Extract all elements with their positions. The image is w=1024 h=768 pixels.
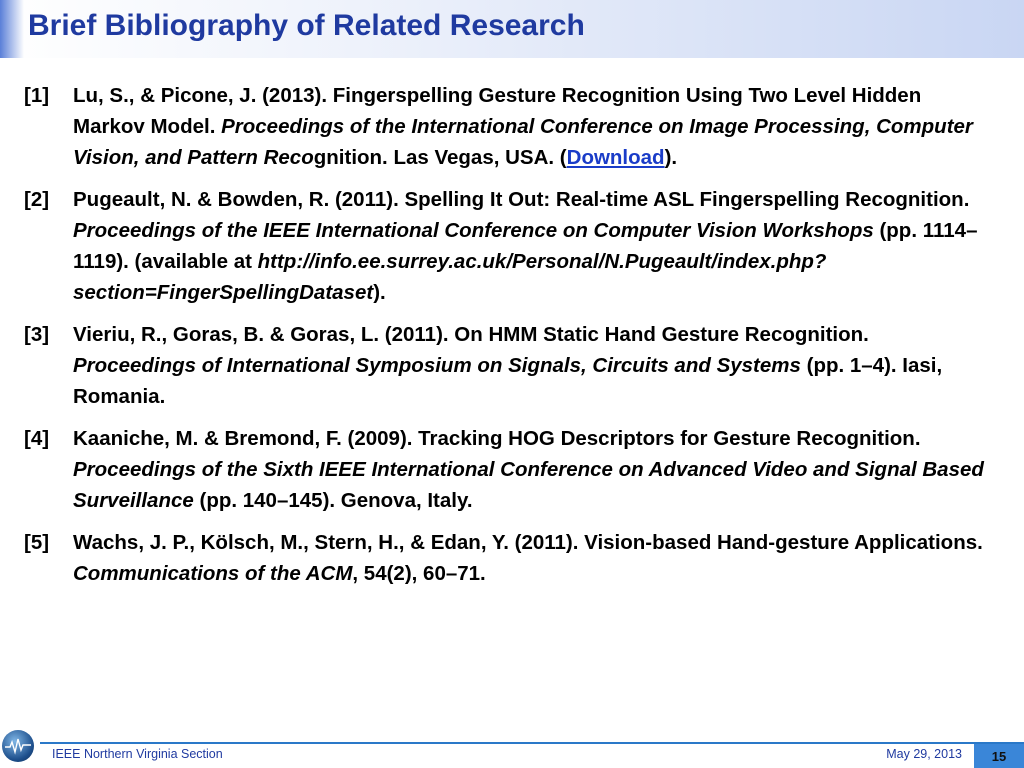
reference-text-plain: Pugeault, N. & Bowden, R. (2011). Spelling It Out: Real-time ASL Fingerspelling Recognition. [73,188,970,211]
download-link[interactable]: Download [566,146,665,169]
reference-text [73,80,994,173]
reference-list [24,80,994,600]
reference-item-2 [24,184,994,308]
footer-date: May 29, 2013 [886,747,962,761]
reference-text-plain: (pp. 1–4). Iasi, Romania. [73,354,943,408]
reference-text-plain: Vieriu, R., Goras, B. & Goras, L. (2011). On HMM Static Hand Gesture Recognition. [73,323,869,346]
reference-text-plain: Kaaniche, M. & Bremond, F. (2009). Tracking HOG Descriptors for Gesture Recognition. [73,427,921,450]
reference-text [73,319,994,412]
reference-venue: Proceedings of the Sixth IEEE International Conference on Advanced Video and Signal Based Surveillance [73,458,984,512]
reference-venue: Proceedings of the International Conference on Image Processing, Computer Vision, and Pattern Reco [73,115,973,169]
reference-number: [4] [24,427,50,450]
reference-text-plain: (pp. 1114–1119). (available at [73,219,978,273]
globe-logo-icon [2,730,34,762]
page-number: 15 [974,744,1024,768]
slide-title: Brief Bibliography of Related Research [28,9,585,42]
reference-text [73,423,994,516]
footer-organization: IEEE Northern Virginia Section [52,747,223,761]
reference-item-3 [24,319,994,412]
reference-number: [1] [24,84,50,107]
reference-item-5 [24,527,994,589]
title-bar [0,0,1024,58]
footer-divider [40,742,1024,744]
reference-text-plain: Wachs, J. P., Kölsch, M., Stern, H., & Edan, Y. (2011). Vision-based Hand-gesture Applications. [73,531,983,554]
reference-venue: Communications of the ACM [73,562,353,585]
reference-venue: Proceedings of the IEEE International Conference on Computer Vision Workshops [73,219,874,242]
reference-number: [5] [24,531,50,554]
reference-number: [3] [24,323,50,346]
reference-text-plain: ). [664,146,678,169]
reference-text [73,184,994,308]
reference-text-plain: Lu, S., & Picone, J. (2013). Fingerspelling Gesture Recognition Using Two Level Hidden Markov Model. [73,84,922,138]
reference-text-plain: , 54(2), 60–71. [352,562,486,585]
reference-text [73,527,994,589]
reference-venue: Proceedings of International Symposium on Signals, Circuits and Systems [73,354,801,377]
reference-number: [2] [24,188,50,211]
reference-item-4 [24,423,994,516]
reference-text-plain: ). [373,281,386,304]
reference-text-plain: (pp. 140–145). Genova, Italy. [193,489,473,512]
reference-text-plain: gnition. Las Vegas, USA. ( [313,146,567,169]
reference-item-1 [24,80,994,173]
dataset-url: http://info.ee.surrey.ac.uk/Personal/N.Pugeault/index.php?section=FingerSpellingDataset [73,250,827,304]
